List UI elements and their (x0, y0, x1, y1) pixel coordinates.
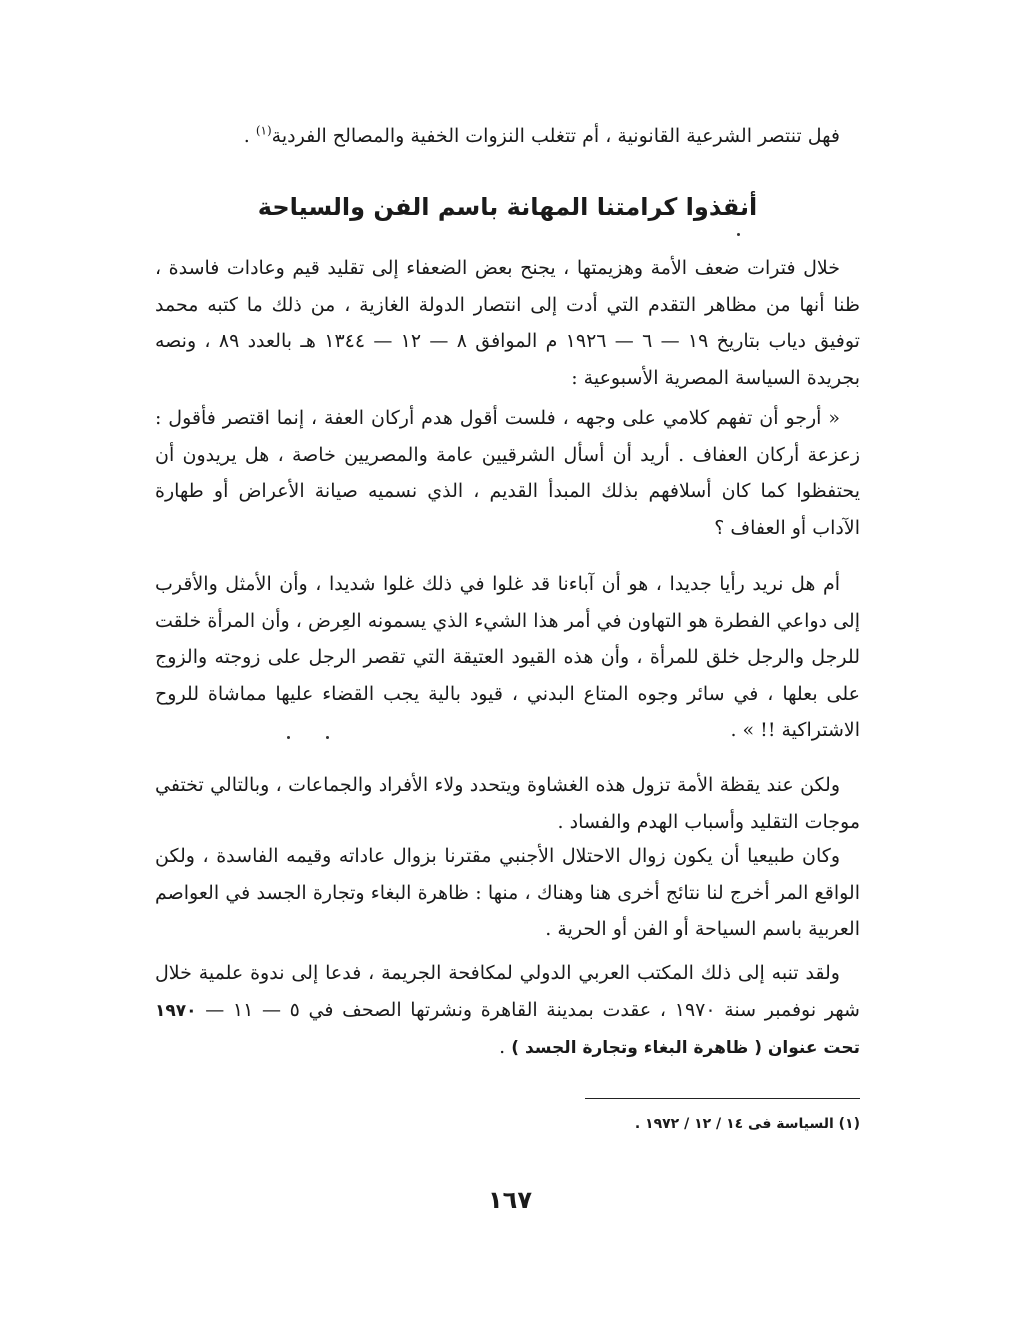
footnote: (١) السياسة فى ١٤ / ١٢ / ١٩٧٢ . (634, 1116, 860, 1132)
intro-end: . (243, 125, 256, 147)
intro-paragraph (155, 118, 860, 155)
intro-text: فهل تنتصر الشرعية القانونية ، أم تتغلب النزوات الخفية والمصالح الفردية (271, 125, 840, 147)
scan-speck (737, 233, 740, 236)
paragraph-5: وكان طبيعيا أن يكون زوال الاحتلال الأجنبي مقترنا بزوال عاداته وقيمه الفاسدة ، ولكن الواقع المر أخرج لنا نتائج أخرى هنا وهناك ، منها : ظاهرة البغاء وتجارة الجسد في العواصم العربية باسم السياحة أو الفن أو الحرية . (155, 845, 860, 940)
footnote-divider (585, 1098, 860, 1099)
paragraph-6 (155, 955, 860, 1067)
paragraph-1: خلال فترات ضعف الأمة وهزيمتها ، يجنح بعض الضعفاء إلى تقليد قيم وعادات فاسدة ، ظنا أنها من مظاهر التقدم التي أدت إلى انتصار الدولة الغازية ، من ذلك ما كتبه محمد توفيق دياب بتاريخ ١٩ — ٦ — ١٩٢٦ م الموافق ٨ — ١٢ — ١٣٤٤ هـ بالعدد ٨٩ ، ونصه بجريدة السياسة المصرية الأسبوعية : (155, 257, 860, 389)
section-heading: أنقذوا كرامتنا المهانة باسم الفن والسياحة (257, 193, 758, 221)
paragraph-6-bold: ١٩٧٠ تحت عنوان ( ظاهرة البغاء وتجارة الجسد ) (155, 1000, 860, 1058)
paragraph-2-quote: « أرجو أن تفهم كلامي على وجهه ، فلست أقول هدم أركان العفة ، إنما اقتصر فأقول : زعزعة أركان العفاف . أريد أن أسأل الشرقيين عامة والمصريين خاصة ، هل يريدون أن يحتفظوا كما كان أسلافهم بذلك المبدأ القديم ، الذي نسميه صيانة الأعراض أو طهارة الآداب أو العفاف ؟ (155, 407, 860, 539)
footnote-reference: (١) (255, 123, 272, 138)
scan-speck (287, 736, 290, 739)
paragraph-4: ولكن عند يقظة الأمة تزول هذه الغشاوة ويتحدد ولاء الأفراد والجماعات ، وبالتالي تختفي موجات التقليد وأسباب الهدم والفساد . (155, 774, 860, 833)
paragraph-3-quote: أم هل نريد رأيا جديدا ، هو أن آباءنا قد غلوا في ذلك غلوا شديدا ، وأن الأمثل والأقرب إلى دواعي الفطرة هو التهاون في أمر هذا الشيء الذي يسمونه العِرض ، وأن المرأة خلقت للرجل والرجل خلق للمرأة ، وأن هذه القيود العتيقة التي تقصر الرجل على زوجته والزوج على بعلها ، في سائر وجوه المتاع البدني ، قيود بالية يجب القضاء عليها مماشاة للروح الاشتراكية !! » . (155, 573, 860, 741)
paragraph-6-text: ولقد تنبه إلى ذلك المكتب العربي الدولي لمكافحة الجريمة ، فدعا إلى ندوة علمية خلال شهر نوفمبر سنة ١٩٧٠ ، عقدت بمدينة القاهرة ونشرتها الصحف في ٥ — ١١ — (155, 962, 860, 1021)
scan-speck (326, 736, 329, 739)
paragraph-6-end: . (499, 1036, 512, 1058)
page-number: ١٦٧ (488, 1186, 532, 1214)
